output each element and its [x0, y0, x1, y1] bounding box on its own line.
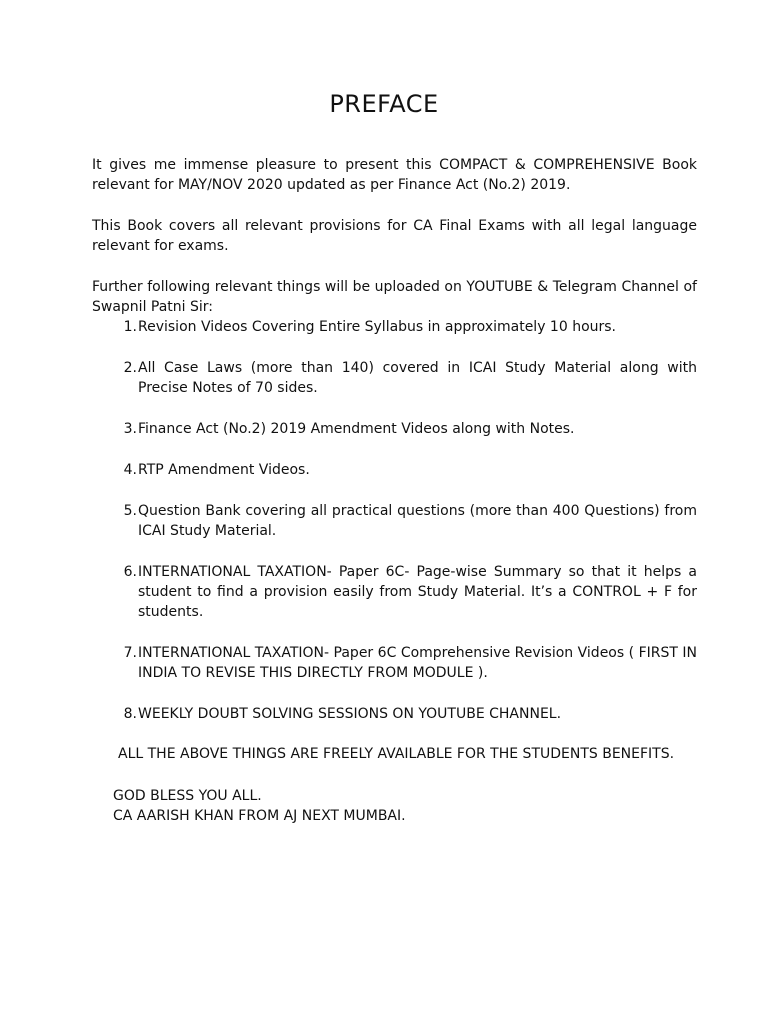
- signature-line: CA AARISH KHAN FROM AJ NEXT MUMBAI.: [113, 808, 406, 824]
- list-item: [92, 317, 697, 337]
- resources-list: [92, 317, 697, 745]
- list-item: [92, 419, 697, 439]
- list-item: [92, 643, 697, 683]
- list-item: [92, 562, 697, 622]
- list-item-text: Question Bank covering all practical questions (more than 400 Questions) from ICAI Study Material.: [138, 503, 697, 539]
- list-item-number: 2.: [123, 360, 137, 376]
- list-item-number: 7.: [123, 645, 137, 661]
- list-item: [92, 358, 697, 398]
- list-item-text: INTERNATIONAL TAXATION- Paper 6C- Page-wise Summary so that it helps a student to find a provision easily from Study Material. It’s a CONTROL + F for students.: [138, 564, 697, 620]
- list-item-text: Revision Videos Covering Entire Syllabus in approximately 10 hours.: [138, 319, 617, 335]
- closing-statement: ALL THE ABOVE THINGS ARE FREELY AVAILABLE FOR THE STUDENTS BENEFITS.: [118, 746, 675, 762]
- list-item-number: 5.: [123, 503, 137, 519]
- list-item-text: INTERNATIONAL TAXATION- Paper 6C Comprehensive Revision Videos ( FIRST IN INDIA TO REVISE THIS DIRECTLY FROM MODULE ).: [138, 645, 697, 681]
- list-item: [92, 460, 697, 480]
- list-item-text: WEEKLY DOUBT SOLVING SESSIONS ON YOUTUBE CHANNEL.: [138, 706, 562, 722]
- list-item-text: All Case Laws (more than 140) covered in ICAI Study Material along with Precise Notes of 70 sides.: [138, 360, 697, 396]
- blessing-line: GOD BLESS YOU ALL.: [113, 788, 262, 804]
- uploads-paragraph: Further following relevant things will be uploaded on YOUTUBE & Telegram Channel of Swapnil Patni Sir:: [92, 279, 697, 315]
- intro-paragraph: It gives me immense pleasure to present this COMPACT & COMPREHENSIVE Book relevant for MAY/NOV 2020 updated as per Finance Act (No.2) 2019.: [92, 157, 697, 193]
- list-item-number: 1.: [123, 319, 137, 335]
- list-item-text: Finance Act (No.2) 2019 Amendment Videos along with Notes.: [138, 421, 575, 437]
- page-title: PREFACE: [329, 90, 439, 118]
- list-item-number: 6.: [123, 564, 137, 580]
- list-item-number: 3.: [123, 421, 137, 437]
- list-item-text: RTP Amendment Videos.: [138, 462, 310, 478]
- list-item-number: 4.: [123, 462, 137, 478]
- list-item-number: 8.: [123, 706, 137, 722]
- list-item: [92, 704, 697, 724]
- coverage-paragraph: This Book covers all relevant provisions for CA Final Exams with all legal language relevant for exams.: [92, 218, 697, 254]
- list-item: [92, 501, 697, 541]
